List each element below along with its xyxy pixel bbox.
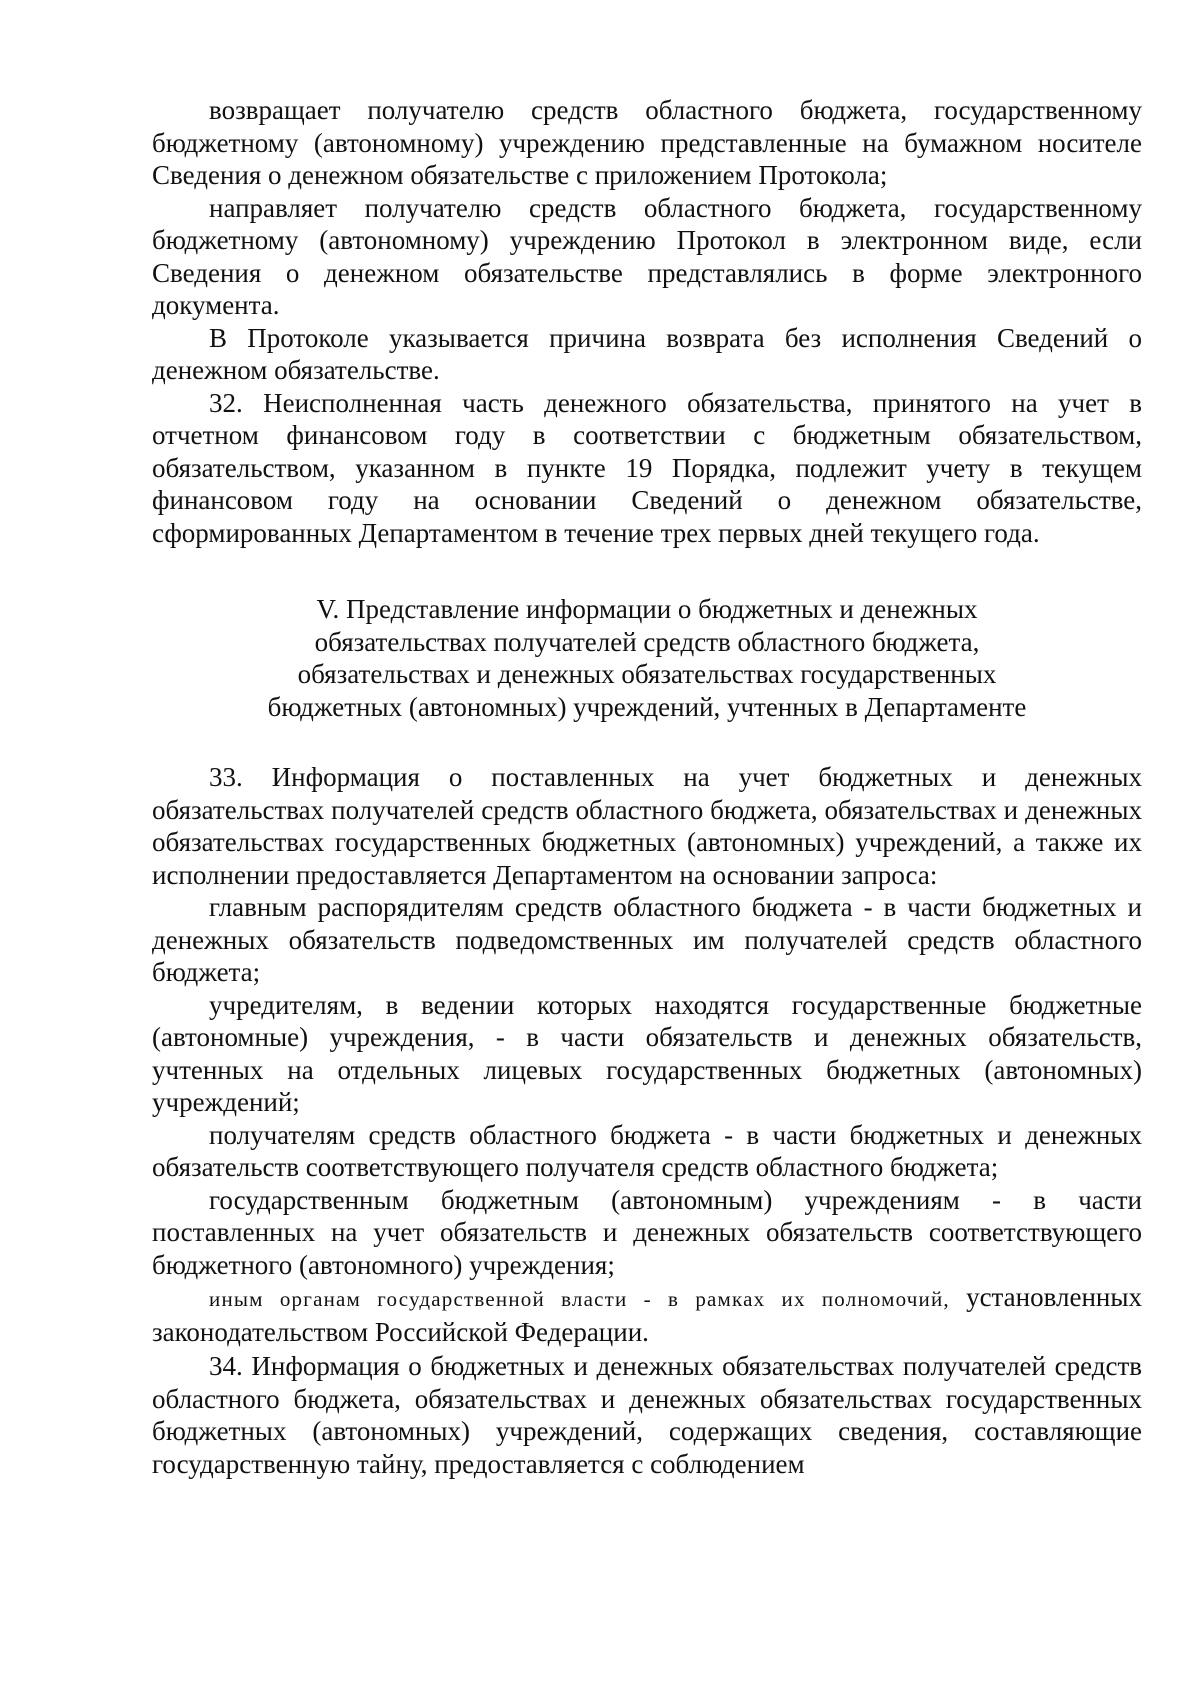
section-heading (152, 593, 1142, 723)
paragraph-item-32: 32. Неисполненная часть денежного обязательства, принятого на учет в отчетном финансовом году в соответствии с бюджетным обязательством, обязательством, указанном в пункте 19 Порядка, подлежит учету в текущем финансовом году на основании Сведений о денежном обязательстве, сформированных Департаментом в течение трех первых дней текущего года. (152, 387, 1142, 548)
paragraph-other-authorities (152, 1281, 1142, 1350)
text-block-bottom (152, 761, 1142, 1480)
paragraph-return-documents: возвращает получателю средств областного бюджета, государственному бюджетному (автономному) учреждению представленные на бумажном носителе Сведения о денежном обязательстве с приложением Протокола; (152, 95, 1142, 190)
paragraph-send-protocol: направляет получателю средств областного бюджета, государственному бюджетному (автономному) учреждению Протокол в электронном виде, если Сведения о денежном обязательстве представлялись в форме электронного документа. (152, 192, 1142, 320)
other-authorities-rest: установленных законодательством Российской Федерации. (152, 1282, 1142, 1347)
paragraph-protocol-reason: В Протоколе указывается причина возврата без исполнения Сведений о денежном обязательстве. (152, 322, 1142, 385)
heading-line-3: обязательствах и денежных обязательствах государственных (297, 659, 997, 689)
other-authorities-text: иным органам государственной власти - в рамках их полномочий, (209, 1287, 950, 1311)
paragraph-item-33: 33. Информация о поставленных на учет бюджетных и денежных обязательствах получателей средств областного бюджета, обязательствах и денежных обязательствах государственных бюджетных (автономных) учреждений, а также их исполнении предоставляется Департаментом на основании запроса: (152, 762, 1142, 890)
heading-line-4: бюджетных (автономных) учреждений, учтенных в Департаменте (267, 691, 1027, 722)
text-block-top (152, 94, 1142, 549)
paragraph-recipients: получателям средств областного бюджета - в части бюджетных и денежных обязательств соответствующего получателя средств областного бюджета; (152, 1119, 1142, 1182)
paragraph-founders: учредителям, в ведении которых находятся государственные бюджетные (автономные) учреждения, - в части обязательств и денежных обязательств, учтенных на отдельных лицевых государственных бюджетных (автономных) учреждений; (152, 989, 1142, 1117)
paragraph-institutions: государственным бюджетным (автономным) учреждениям - в части поставленных на учет обязательств и денежных обязательств соответствующего бюджетного (автономного) учреждения; (152, 1184, 1142, 1280)
paragraph-item-34: 34. Информация о бюджетных и денежных обязательствах получателей средств областного бюджета, обязательствах и денежных обязательствах государственных бюджетных (автономных) учреждений, содержащих сведения, составляющие государственную тайну, предоставляется с соблюдением (152, 1351, 1142, 1479)
heading-line-2: обязательствах получателей средств областного бюджета, (314, 626, 980, 657)
heading-line-1: V. Представление информации о бюджетных и денежных (316, 594, 978, 624)
paragraph-main-managers: главным распорядителям средств областного бюджета - в части бюджетных и денежных обязательств подведомственных им получателей средств областного бюджета; (152, 892, 1142, 987)
